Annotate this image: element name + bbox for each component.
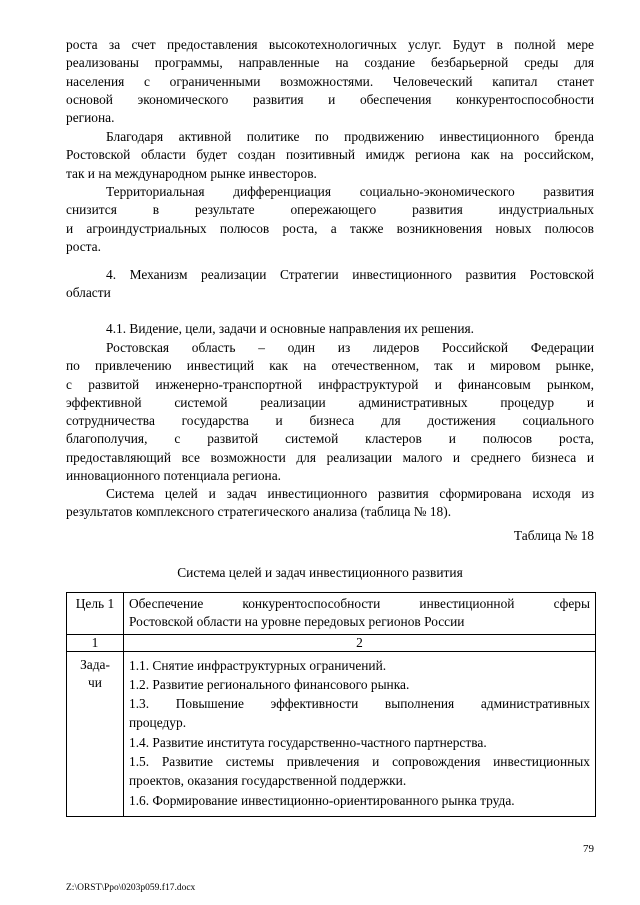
text-line: роста за счет предоставления высокотехнологичных услуг. Будут в полной мере (66, 37, 594, 52)
goal-label-cell: Цель 1 (67, 593, 124, 635)
footer-file-path: Z:\ORST\Ppo\0203p059.f17.docx (66, 883, 196, 893)
paragraph-1 (66, 36, 594, 127)
text-line: результатов комплексного стратегического анализа (таблица № 18). (66, 504, 452, 520)
text-line: предоставляющий все возможности для реализации малого и среднего бизнеса и (66, 449, 594, 465)
task-item: 1.4. Развитие института государственно-частного партнерства. (129, 734, 487, 750)
text-line: чи (88, 674, 102, 690)
goal-text-cell (124, 593, 596, 635)
text-line: снизится в результате опережающего развития индустриальных (66, 202, 594, 218)
task-item: 1.1. Снятие инфраструктурных ограничений. (129, 657, 387, 673)
paragraph-3 (66, 183, 594, 256)
text-line: и агроиндустриальных полюсов роста, а также возникновения новых полюсов (66, 220, 594, 236)
text-line: реализованы программы, направленные на создание безбарьерной среды для (66, 55, 594, 71)
task-item: 1.6. Формирование инвестиционно-ориентированного рынка труда. (129, 792, 515, 808)
text-line: сотрудничества государства и бизнеса для достижения социального (66, 413, 594, 429)
text-line: так и на международном рынке инвесторов. (66, 165, 317, 181)
goals-table (66, 592, 596, 817)
text-line: процедур. (129, 715, 187, 731)
text-line: эффективной системой реализации административных процедур и (66, 394, 594, 410)
paragraph-5 (66, 485, 594, 522)
table-number-label: Таблица № 18 (513, 528, 594, 543)
table-row (67, 651, 596, 816)
text-line: по привлечению инвестиций как на отечественном, так и мировом рынке, (66, 358, 594, 374)
text-line: Благодаря активной политике по продвижению инвестиционного бренда (106, 129, 594, 144)
text-line: Зада- (80, 656, 110, 672)
text-line: Территориальная дифференциация социально-экономического развития (106, 184, 594, 199)
text-line: роста. (66, 238, 101, 254)
text-line: населения с ограниченными возможностями. Человеческий капитал станет (66, 73, 594, 89)
task-item: 1.2. Развитие регионального финансового рынка. (129, 676, 410, 692)
tasks-label-cell (67, 651, 124, 816)
paragraph-2 (66, 128, 594, 183)
column-number-cell: 2 (124, 634, 596, 651)
task-item (129, 694, 590, 733)
text-line: с развитой инженерно-транспортной инфраструктурой и финансовым рынком, (66, 376, 594, 392)
subsection-heading: 4.1. Видение, цели, задачи и основные направления их решения. (106, 321, 475, 336)
text-line: инновационного потенциала региона. (66, 468, 282, 484)
paragraph-4 (66, 339, 594, 485)
text-line: Ростовская область – один из лидеров Российской Федерации (106, 340, 594, 355)
task-item (129, 752, 590, 791)
text-line: основой экономического развития и обеспечения конкурентоспособности (66, 91, 594, 107)
tasks-list-cell (124, 651, 596, 816)
table-row (67, 634, 596, 651)
page-number: 79 (583, 843, 594, 855)
text-line: 4. Механизм реализации Стратегии инвестиционного развития Ростовской (106, 267, 594, 282)
table-title: Система целей и задач инвестиционного развития (177, 565, 463, 580)
text-line: Ростовской области на уровне передовых регионов России (129, 614, 465, 630)
text-line: благополучия, с развитой системой кластеров и полюсов роста, (66, 431, 594, 447)
table-row (67, 593, 596, 635)
text-line: проектов, оказания государственной поддержки. (129, 773, 407, 789)
text-line: 1.3. Повышение эффективности выполнения административных (129, 696, 590, 712)
text-line: Ростовской области будет создан позитивный имидж региона как на российском, (66, 147, 594, 163)
text-line: Система целей и задач инвестиционного развития сформирована исходя из (106, 486, 594, 501)
column-number-cell: 1 (67, 634, 124, 651)
text-line: 1.5. Развитие системы привлечения и сопровождения инвестиционных (129, 754, 590, 770)
section-heading (66, 266, 594, 303)
text-line: области (66, 285, 111, 301)
text-line: региона. (66, 110, 115, 126)
text-line: Обеспечение конкурентоспособности инвестиционной сферы (129, 596, 590, 611)
